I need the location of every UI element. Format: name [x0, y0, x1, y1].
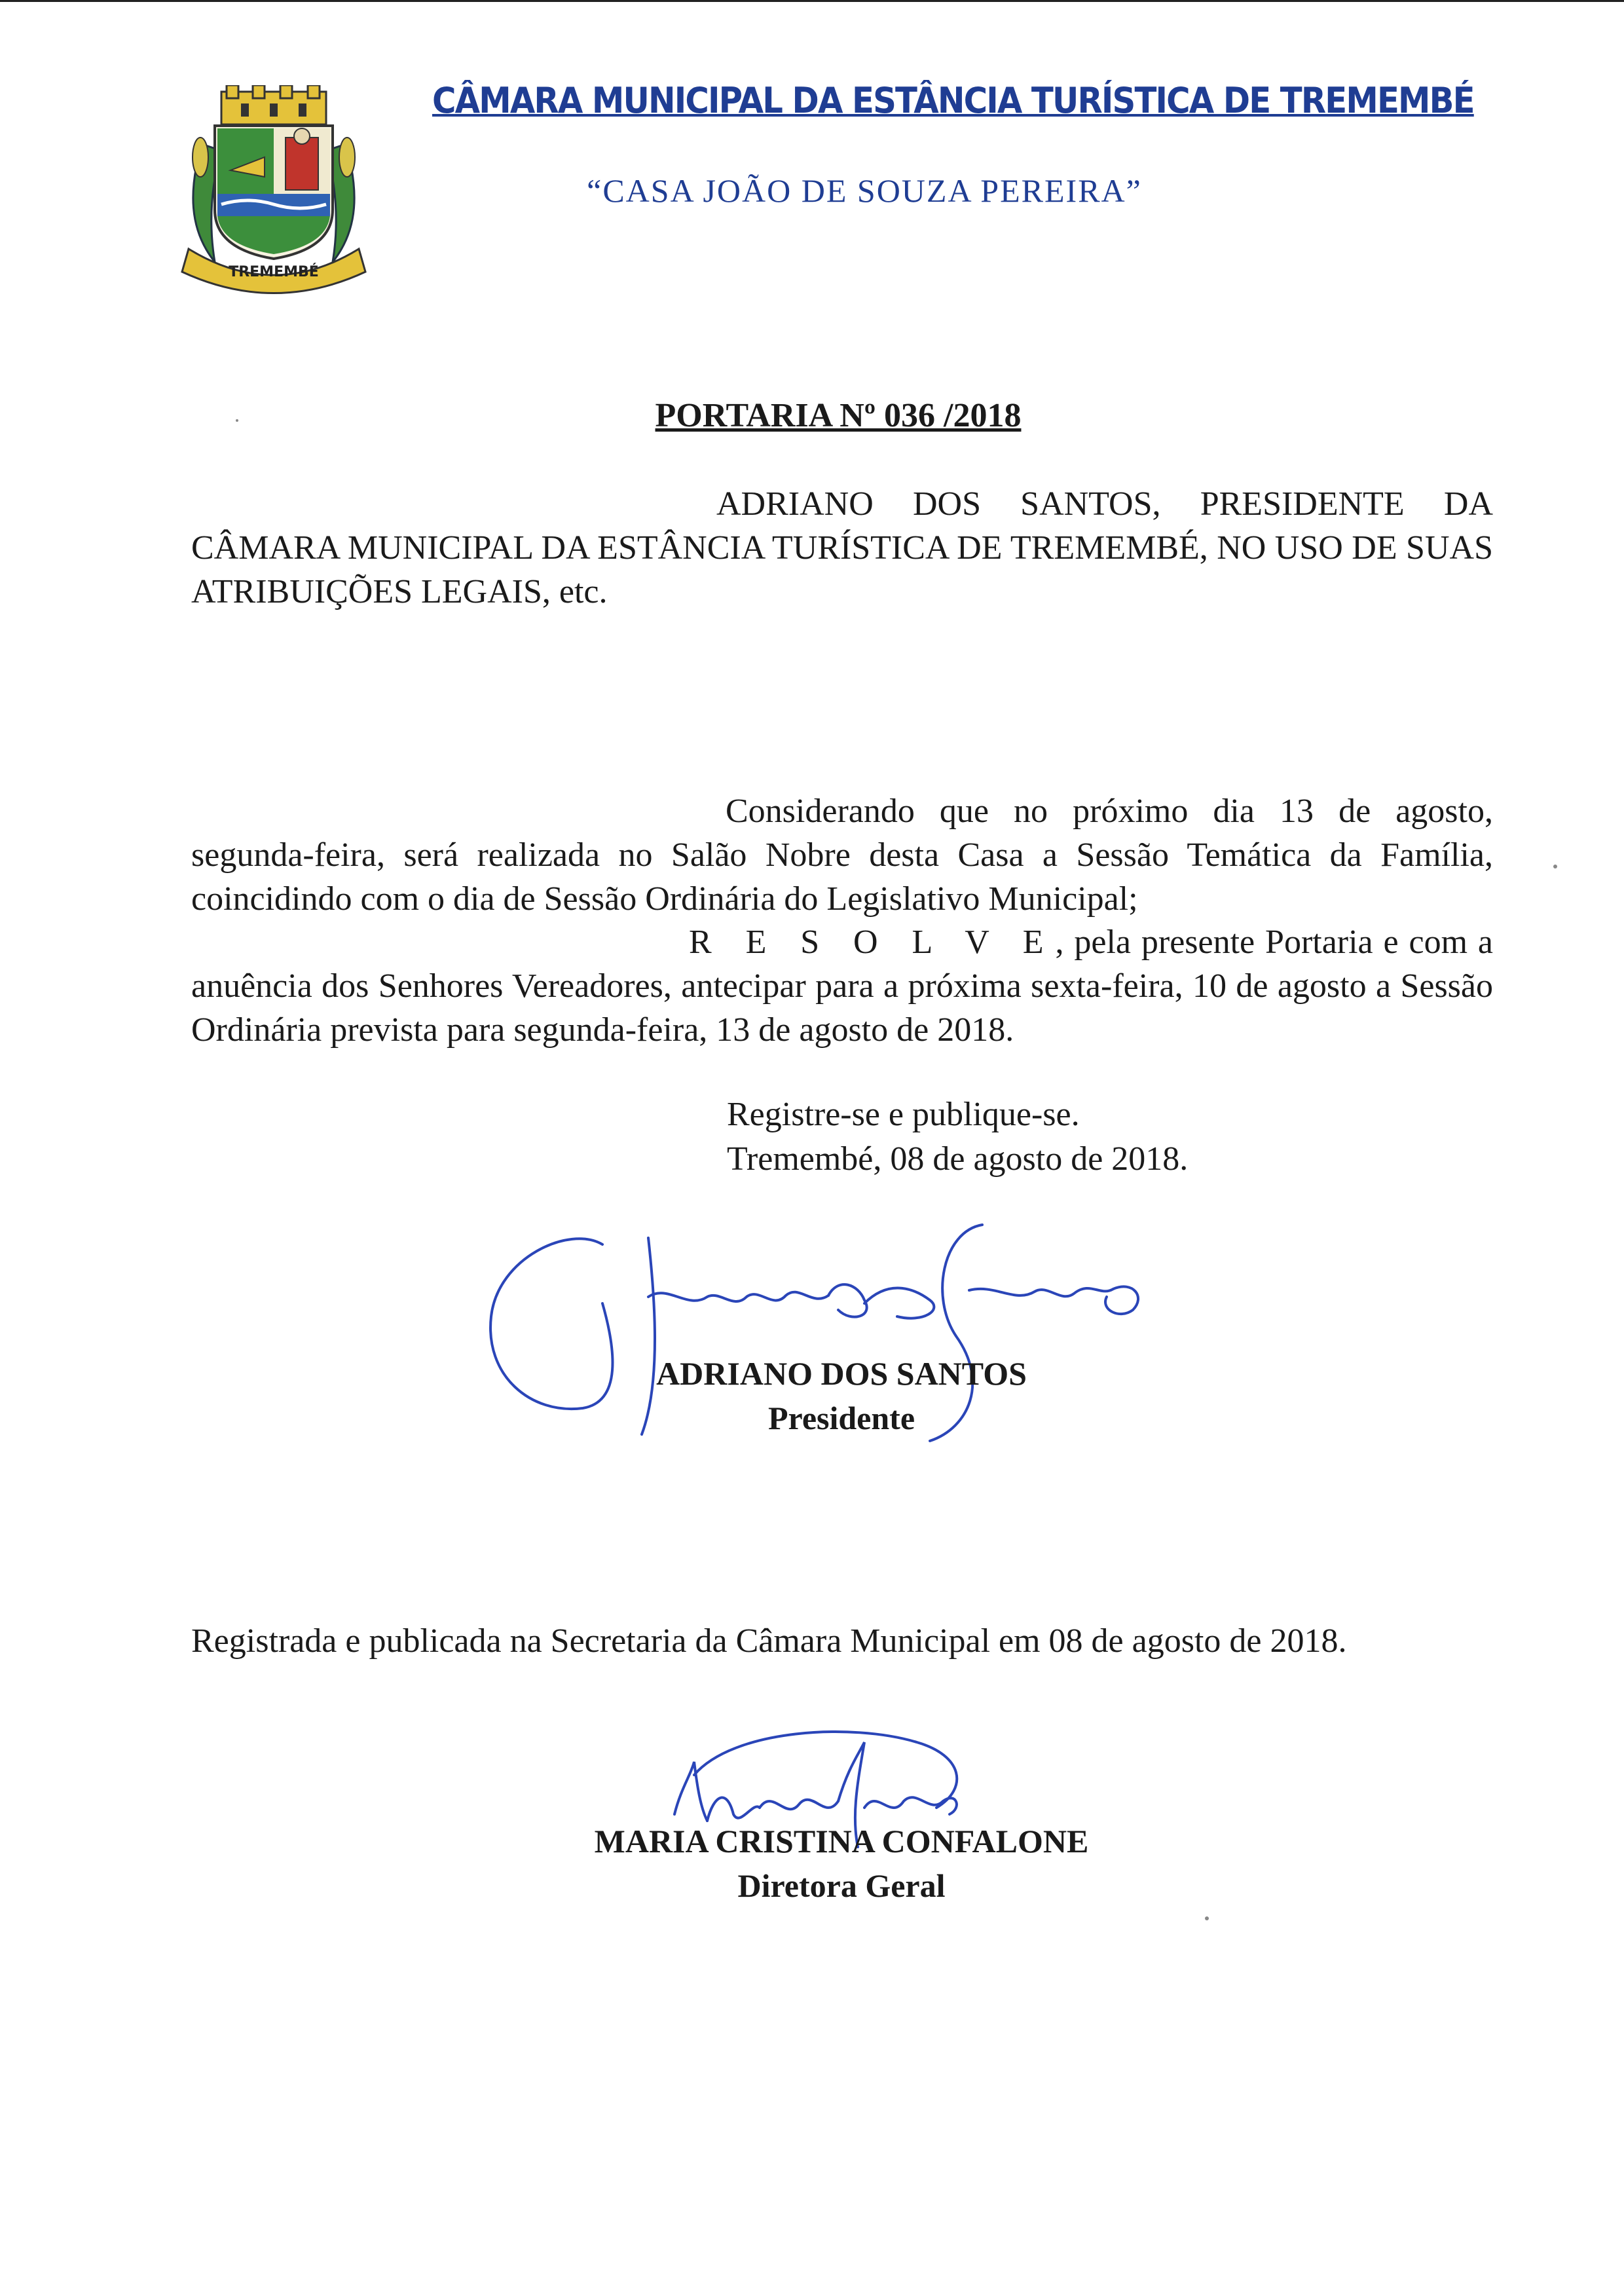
resolve-word: R E S O L V E: [689, 924, 1056, 961]
scan-speck: [1553, 865, 1557, 868]
considering-paragraph: Considerando que no próximo dia 13 de agosto, segunda-feira, será realizada no Salão Nobre desta Casa a Sessão Temática da Família, coincidindo com o dia de Sessão Ordinária do Legislativo Municipal;: [191, 793, 1493, 918]
registration-note: Registrada e publicada na Secretaria da Câmara Municipal em 08 de agosto de 2018.: [191, 1622, 1347, 1660]
director-role: Diretora Geral: [737, 1867, 946, 1904]
resolve-paragraph: [191, 920, 1493, 1052]
institution-title: CÂMARA MUNICIPAL DA ESTÂNCIA TURÍSTICA DE TREMEMBÉ: [432, 80, 1474, 121]
page-top-edge: [0, 0, 1624, 2]
closing-register: Registre-se e publique-se.: [727, 1096, 1080, 1133]
scan-speck: [236, 419, 238, 422]
closing-place-date: Tremembé, 08 de agosto de 2018.: [727, 1140, 1189, 1178]
document-title: PORTARIA Nº 036 /2018: [655, 397, 1022, 434]
director-name: MARIA CRISTINA CONFALONE: [594, 1823, 1089, 1859]
crest-ribbon-text: TREMEMBÉ: [229, 264, 319, 280]
institution-subtitle: “CASA JOÃO DE SOUZA PEREIRA”: [587, 172, 1142, 209]
scan-speck: [1205, 1916, 1209, 1920]
resolve-text: , pela presente Portaria e com a anuência dos Senhores Vereadores, antecipar para a próxima sexta-feira, 10 de agosto a Sessão Ordinária prevista para segunda-feira, 13 de agosto de 2018.: [191, 924, 1493, 1049]
intro-paragraph: ADRIANO DOS SANTOS, PRESIDENTE DA CÂMARA MUNICIPAL DA ESTÂNCIA TURÍSTICA DE TREMEMBÉ, NO USO DE SUAS ATRIBUIÇÕES LEGAIS, etc.: [191, 485, 1493, 610]
president-role: Presidente: [767, 1400, 915, 1436]
president-name: ADRIANO DOS SANTOS: [656, 1355, 1027, 1392]
